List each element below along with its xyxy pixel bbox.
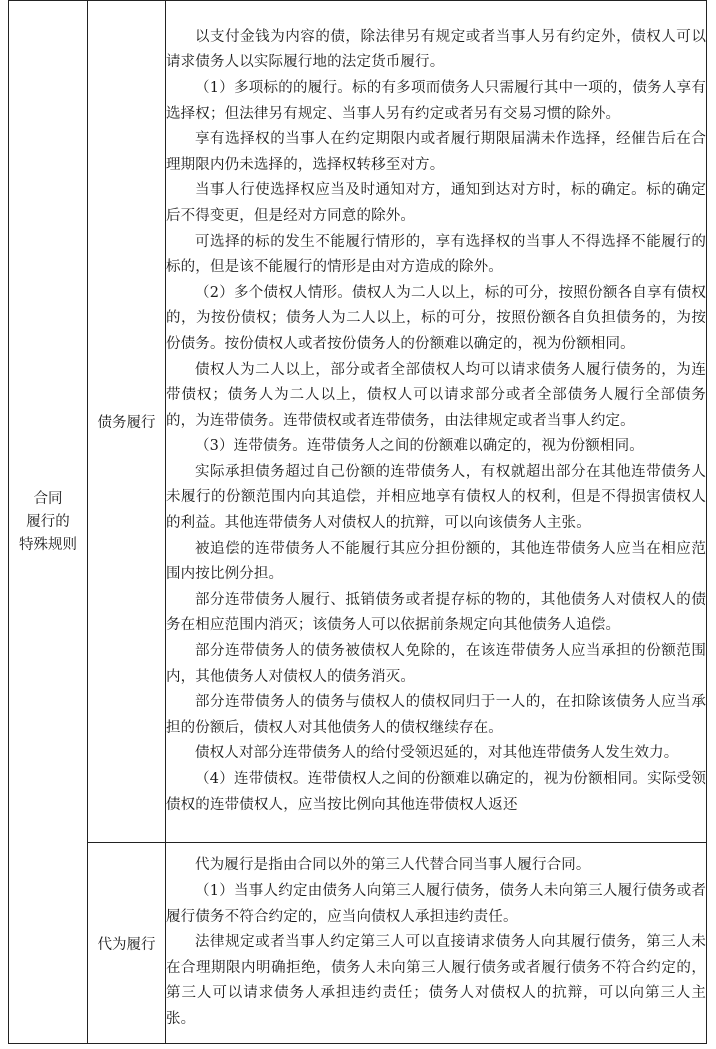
paragraph: （3）连带债务。连带债务人之间的份额难以确定的，视为份额相同。 [195,438,644,455]
category-line: 履行的 [26,513,70,530]
paragraph: 部分连带债务人的债务被债权人免除的，在该连带债务人应当承担的份额范围内，其他债务人对债权人的债务消灭。 [166,643,706,685]
content-cell [166,843,707,1044]
paragraph: （2）多个债权人情形。债权人为二人以上，标的可分，按照份额各自享有债权的，为按份债权；债务人为二人以上，标的可分，按照份额各自负担债务的，为按份债务。按份债权人或者按份债务人的份额难以确定的，视为份额相同。 [166,284,706,352]
paragraph: 代为履行是指由合同以外的第三人代替合同当事人履行合同。 [195,857,591,874]
table-row [9,1,707,843]
category-line: 合同 [33,490,63,507]
paragraph: 债权人对部分连带债务人的给付受领迟延的，对其他连带债务人发生效力。 [195,745,679,762]
paragraph: 债权人为二人以上，部分或者全部债权人均可以请求债务人履行债务的，为连带债权；债务人为二人以上，债权人可以请求部分或者全部债务人履行全部债务的，为连带债务。连带债权或者连带债务，由法律规定或者当事人约定。 [166,361,706,429]
subcategory-cell: 代为履行 [88,843,166,1044]
table-row [9,843,707,1044]
paragraph: 享有选择权的当事人在约定期限内或者履行期限届满未作选择，经催告后在合理期限内仍未选择的，选择权转移至对方。 [166,131,706,173]
paragraph: （4）连带债权。连带债权人之间的份额难以确定的，视为份额相同。实际受领债权的连带债权人，应当按比例向其他连带债权人返还 [166,771,706,813]
paragraph: （1）当事人约定由债务人向第三人履行债务，债务人未向第三人履行债务或者履行债务不符合约定的，应当向债权人承担违约责任。 [166,883,706,925]
paragraph: 法律规定或者当事人约定第三人可以直接请求债务人向其履行债务，第三人未在合理期限内明确拒绝，债务人未向第三人履行债务或者履行债务不符合约定的，第三人可以请求债务人承担违约责任；债务人对债权人的抗辩，可以向第三人主张。 [166,934,706,1027]
paragraph: 可选择的标的发生不能履行情形的，享有选择权的当事人不得选择不能履行的标的，但是该不能履行的情形是由对方造成的除外。 [166,233,706,276]
content-cell [166,1,707,843]
paragraph: 部分连带债务人履行、抵销债务或者提存标的物的，其他债务人对债权人的债务在相应范围内消灭；该债务人可以依据前条规定向其他债务人追偿。 [166,591,706,634]
paragraph: （1）多项标的的履行。标的有多项而债务人只需履行其中一项的，债务人享有选择权；但法律另有规定、当事人另有约定或者另有交易习惯的除外。 [166,79,706,122]
subcategory-cell: 债务履行 [88,1,166,843]
category-line: 特殊规则 [19,536,77,553]
paragraph: 当事人行使选择权应当及时通知对方，通知到达对方时，标的确定。标的确定后不得变更，但是经对方同意的除外。 [166,182,706,224]
paragraph: 实际承担债务超过自己份额的连带债务人，有权就超出部分在其他连带债务人未履行的份额范围内向其追偿，并相应地享有债权人的权利，但是不得损害债权人的利益。其他连带债务人对债权人的抗辩，可以向该债务人主张。 [166,463,706,532]
category-cell [9,1,88,1044]
paragraph: 以支付金钱为内容的债，除法律另有规定或者当事人另有约定外，债权人可以请求债务人以实际履行地的法定货币履行。 [166,28,706,71]
paragraph: 被追偿的连带债务人不能履行其应分担份额的，其他连带债务人应当在相应范围内按比例分担。 [166,540,706,583]
rules-table [8,0,707,1044]
paragraph: 部分连带债务人的债务与债权人的债权同归于一人的，在扣除该债务人应当承担的份额后，债权人对其他债务人的债权继续存在。 [166,694,706,736]
